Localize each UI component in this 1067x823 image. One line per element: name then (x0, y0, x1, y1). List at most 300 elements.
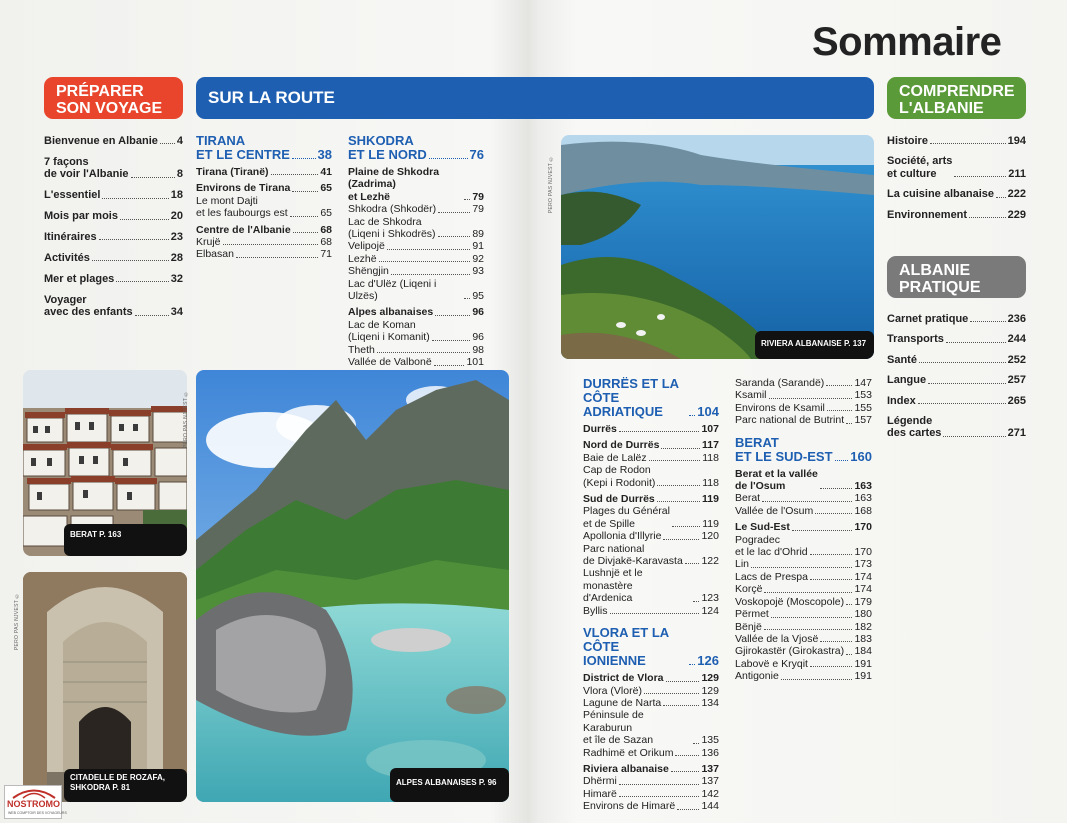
toc-entry-label: Langue (887, 374, 927, 387)
toc-entry-label: Itinéraires (44, 231, 97, 244)
toc-entry-page: 183 (854, 632, 872, 645)
toc-entry-page: 191 (854, 670, 872, 683)
leader-dots (764, 592, 852, 593)
toc-entry (887, 209, 1026, 221)
toc-entry (348, 240, 484, 252)
leader-dots (619, 796, 700, 797)
leader-dots (970, 321, 1005, 322)
toc-entry-label: Theth (348, 343, 375, 356)
toc-entry-page: 129 (701, 672, 719, 685)
toc-entry (735, 414, 872, 426)
leader-dots (827, 410, 853, 411)
toc-entry-label: District de Vlora (583, 672, 664, 685)
toc-entry-label: Environs de Ksamil (735, 401, 825, 414)
toc-entry (735, 389, 872, 401)
logo-icon (5, 787, 63, 799)
toc-entry (44, 231, 183, 243)
toc-entry (583, 505, 719, 530)
toc-entry-label: Himarë (583, 787, 617, 800)
toc-entry-page: 98 (472, 343, 484, 356)
tab-pratique (887, 256, 1026, 298)
toc-entry-page: 265 (1007, 394, 1026, 407)
berat-caption: BERAT P. 163 (64, 524, 187, 556)
toc-entry-page: 65 (320, 207, 332, 220)
toc-entry-page: 155 (854, 401, 872, 414)
toc-entry-label: Santé (887, 353, 917, 366)
logo-tagline: WEB COMPTOIR DES VOYAGEURS (8, 811, 67, 815)
leader-dots (810, 579, 853, 580)
toc-entry-page: 41 (320, 166, 332, 178)
toc-entry-page: 20 (170, 210, 183, 223)
leader-dots (160, 143, 175, 144)
toc-entry-label: Centre de l'Albanie (196, 223, 291, 236)
toc-entry-page: 174 (854, 583, 872, 596)
toc-entry (196, 248, 332, 260)
toc-entry (583, 605, 719, 617)
leader-dots (223, 244, 319, 245)
berat-heading (735, 436, 872, 464)
leader-dots (826, 385, 852, 386)
toc-entry-label: Lezhë (348, 252, 377, 265)
toc-entry (583, 423, 719, 435)
leader-dots (290, 216, 319, 217)
leader-dots (116, 281, 168, 282)
toc-entry-label: Lin (735, 558, 750, 571)
leader-dots (946, 342, 1006, 343)
toc-entry-label: Radhimë et Orikum (583, 746, 674, 759)
toc-entry (583, 439, 719, 451)
toc-entry (583, 697, 719, 709)
leader-dots (434, 365, 465, 366)
toc-entry-label: Histoire (887, 135, 928, 147)
toc-entry-label: Pogradec et le lac d'Ohrid (735, 533, 808, 559)
toc-entry-page: 129 (701, 684, 719, 697)
berat-photo (23, 370, 187, 556)
toc-entry-label: Nord de Durrës (583, 439, 660, 452)
preparer-list (44, 135, 183, 327)
toc-entry (348, 319, 484, 344)
toc-entry (583, 672, 719, 684)
leader-dots (391, 274, 470, 275)
leader-dots (846, 604, 852, 605)
leader-dots (438, 236, 471, 237)
saranda-entries (735, 377, 872, 427)
tab-pratique-label: ALBANIE PRATIQUE (899, 262, 981, 296)
toc-entry-page: 244 (1007, 333, 1026, 346)
toc-entry (196, 224, 332, 236)
toc-entry (735, 377, 872, 389)
toc-entry-page: 119 (702, 517, 719, 530)
toc-entry-page: 137 (701, 775, 719, 788)
toc-entry (583, 464, 719, 489)
toc-entry (735, 583, 872, 595)
rozafa-caption: CITADELLE DE ROZAFA, SHKODRA P. 81 (64, 769, 187, 802)
toc-entry-label: Velipojë (348, 240, 385, 253)
toc-entry-page: 184 (854, 645, 872, 658)
toc-entry-label: Baie de Lalëz (583, 451, 647, 464)
toc-entry-page: 28 (170, 251, 183, 264)
leader-dots (693, 601, 699, 602)
toc-entry-page: 252 (1007, 353, 1026, 366)
toc-entry-page: 222 (1007, 188, 1026, 201)
toc-entry-page: 101 (466, 356, 484, 369)
photo-credit-3: PERO PAS NJVEST © (548, 155, 554, 214)
toc-entry (887, 135, 1026, 147)
leader-dots (820, 641, 852, 642)
toc-entry-page: 236 (1007, 313, 1026, 325)
leader-dots (661, 448, 700, 449)
toc-entry (887, 188, 1026, 200)
toc-entry (583, 567, 719, 604)
toc-entry (348, 356, 484, 368)
toc-entry-page: 96 (472, 306, 484, 319)
toc-entry-page: 271 (1007, 427, 1026, 440)
shkodra-heading (348, 134, 484, 162)
shkodra-heading-page: 76 (469, 147, 484, 162)
toc-entry (735, 402, 872, 414)
toc-entry-label: Parc national de Butrint (735, 414, 845, 427)
toc-entry-page: 79 (472, 203, 484, 216)
toc-entry-page: 147 (854, 377, 872, 389)
toc-entry (735, 534, 872, 559)
toc-entry-label: Voyager avec des enfants (44, 293, 133, 319)
toc-entry-page: 79 (472, 190, 484, 203)
leader-dots (666, 681, 700, 682)
toc-entry (583, 530, 719, 542)
toc-entry (348, 306, 484, 318)
toc-entry-label: Légende des cartes (887, 415, 942, 440)
saranda-berat-section (735, 377, 872, 683)
leader-dots (377, 352, 470, 353)
tirana-heading-page: 38 (317, 147, 332, 162)
berat-entries (735, 468, 872, 683)
logo-name: NOSTROMO (7, 799, 60, 809)
leader-dots (969, 217, 1006, 218)
toc-entry-page: 229 (1007, 208, 1026, 221)
leader-dots (771, 617, 853, 618)
toc-entry-page: 179 (854, 595, 872, 608)
toc-entry-page: 137 (701, 762, 719, 775)
toc-entry-label: Mer et plages (44, 272, 115, 285)
toc-entry-page: 71 (320, 248, 332, 261)
leader-dots (663, 539, 699, 540)
leader-dots (810, 554, 853, 555)
leader-dots (751, 567, 852, 568)
toc-entry-page: 89 (472, 228, 484, 241)
leader-dots (657, 501, 700, 502)
toc-entry (196, 182, 332, 194)
toc-entry-label: Péninsule de Karaburun et île de Sazan (583, 709, 654, 747)
alpes-caption: ALPES ALBANAISES P. 96 (390, 768, 509, 802)
toc-entry-page: 117 (702, 439, 719, 452)
toc-entry (887, 374, 1026, 386)
leader-dots (432, 340, 471, 341)
toc-entry-label: Environs de Himarë (583, 800, 676, 813)
toc-entry-page: 65 (320, 182, 332, 195)
toc-entry (583, 800, 719, 812)
toc-entry-label: Vallée de Valbonë (348, 356, 432, 369)
photo-credit-1: PERO PAS NJVEST © (183, 390, 189, 449)
toc-entry (583, 747, 719, 759)
leader-dots (292, 191, 318, 192)
toc-entry (887, 354, 1026, 366)
toc-entry-label: Société, arts et culture (887, 155, 953, 180)
toc-entry (735, 645, 872, 657)
toc-entry (735, 670, 872, 682)
leader-dots (293, 232, 319, 233)
toc-entry-page: 119 (702, 493, 719, 506)
tirana-heading (196, 134, 332, 162)
toc-entry-page: 170 (854, 546, 872, 559)
durres-heading-page: 104 (697, 404, 719, 419)
toc-entry-page: 96 (472, 331, 484, 344)
leader-dots (846, 423, 852, 424)
toc-entry-page: 191 (854, 657, 872, 670)
toc-entry (348, 253, 484, 265)
leader-dots (271, 174, 319, 175)
leader-dots (99, 239, 169, 240)
toc-entry-label: 7 façons de voir l'Albanie (44, 155, 129, 181)
leader-dots (610, 613, 700, 614)
toc-entry-label: Dhërmi (583, 775, 617, 788)
toc-entry (44, 135, 183, 147)
toc-entry-label: Environs de Tirana (196, 182, 291, 195)
tab-sur-la-route (196, 77, 874, 119)
toc-entry-label: Antigonie (735, 670, 779, 683)
toc-entry-label: Shëngjin (348, 265, 389, 278)
toc-entry-page: 4 (176, 135, 183, 147)
leader-dots (671, 771, 700, 772)
rozafa-image (23, 572, 187, 802)
toc-entry-label: Lacs de Prespa (735, 570, 808, 583)
toc-entry (887, 415, 1026, 440)
leader-dots (918, 403, 1006, 404)
toc-entry-label: Cap de Rodon (Kepi i Rodonit) (583, 464, 656, 489)
vlora-heading-page: 126 (697, 653, 719, 669)
toc-entry (583, 452, 719, 464)
toc-entry-page: 211 (1008, 167, 1026, 180)
leader-dots (644, 693, 700, 694)
toc-entry (44, 252, 183, 264)
toc-entry (735, 468, 872, 493)
page-title: Sommaire (812, 20, 1002, 64)
leader-dots (663, 705, 699, 706)
toc-entry (887, 333, 1026, 345)
toc-entry-page: 135 (701, 734, 719, 747)
toc-entry (735, 505, 872, 517)
leader-dots (919, 362, 1006, 363)
toc-entry-label: Vallée de l'Osum (735, 504, 814, 517)
toc-entry-label: Lac d'Ulëz (Liqeni i Ulzës) (348, 277, 437, 303)
toc-entry-label: Carnet pratique (887, 313, 969, 325)
toc-entry-label: Elbasan (196, 248, 234, 261)
leader-dots (675, 755, 699, 756)
durres-entries (583, 423, 719, 617)
toc-entry-label: Le mont Dajti et les faubourgs est (196, 194, 288, 220)
toc-entry-label: Përmet (735, 608, 769, 621)
alpes-photo (196, 370, 509, 802)
leader-dots (619, 784, 700, 785)
toc-entry (196, 166, 332, 178)
toc-entry-label: Labovë e Kryqit (735, 657, 808, 670)
toc-entry-page: 257 (1007, 374, 1026, 387)
shkodra-heading-label: SHKODRA ET LE NORD (348, 133, 427, 162)
toc-entry-page: 91 (472, 240, 484, 253)
toc-entry-label: Vallée de la Vjosë (735, 632, 819, 645)
leader-dots (792, 530, 853, 531)
tirana-entries (196, 166, 332, 261)
leader-dots (815, 513, 852, 514)
toc-entry-page: 182 (854, 620, 872, 633)
toc-entry (348, 203, 484, 215)
toc-entry-label: Voskopojë (Moscopole) (735, 595, 845, 608)
leader-dots (930, 143, 1006, 144)
leader-dots (677, 809, 699, 810)
leader-dots (954, 176, 1006, 177)
leader-dots (438, 212, 470, 213)
leader-dots (769, 398, 853, 399)
leader-dots (619, 431, 700, 432)
berat-heading-page: 160 (850, 448, 872, 464)
toc-entry-label: Index (887, 394, 916, 407)
toc-entry (887, 395, 1026, 407)
toc-entry-page: 134 (701, 696, 719, 709)
toc-entry (348, 216, 484, 241)
toc-entry (583, 709, 719, 746)
riviera-caption: RIVIERA ALBANAISE P. 137 (755, 331, 874, 359)
toc-entry-page: 68 (320, 236, 332, 249)
leader-dots (672, 526, 700, 527)
leader-dots (846, 654, 852, 655)
toc-entry-label: Apollonia d'Illyrie (583, 530, 662, 543)
shkodra-entries (348, 166, 484, 381)
toc-entry-label: Vlora (Vlorë) (583, 684, 642, 697)
toc-entry-label: Lagune de Narta (583, 696, 662, 709)
toc-entry-label: Durrës (583, 423, 617, 435)
toc-entry-label: Sud de Durrës (583, 493, 655, 506)
tab-preparer (44, 77, 183, 119)
toc-entry (583, 543, 719, 568)
leader-dots (996, 197, 1006, 198)
toc-entry-page: 144 (701, 800, 719, 813)
shkodra-section (348, 134, 484, 381)
toc-entry-label: Lac de Shkodra (Liqeni i Shkodrës) (348, 215, 436, 241)
toc-entry-page: 93 (472, 265, 484, 278)
alpes-image (196, 370, 509, 802)
toc-entry-page: 18 (170, 189, 183, 202)
toc-entry (348, 344, 484, 356)
leader-dots (379, 261, 471, 262)
toc-entry (44, 189, 183, 201)
vlora-heading (583, 626, 719, 668)
leader-dots (92, 260, 169, 261)
toc-entry (583, 493, 719, 505)
leader-dots (820, 488, 853, 489)
photo-credit-2: PERO PAS NJVEST © (14, 592, 20, 651)
toc-entry-label: Environnement (887, 208, 968, 221)
toc-entry (348, 166, 484, 203)
toc-entry (887, 313, 1026, 325)
toc-entry-page: 174 (854, 570, 872, 583)
toc-entry-page: 163 (854, 492, 872, 505)
tirana-heading-label: TIRANA ET LE CENTRE (196, 133, 290, 162)
toc-entry-page: 163 (854, 480, 872, 493)
toc-entry-page: 142 (701, 787, 719, 800)
toc-entry-page: 173 (854, 558, 872, 571)
toc-entry-label: Shkodra (Shkodër) (348, 203, 437, 216)
toc-entry-label: Lushnjë et le monastère d'Ardenica (583, 567, 643, 605)
toc-entry-page: 8 (176, 168, 183, 181)
leader-dots (928, 383, 1006, 384)
toc-entry-label: La cuisine albanaise (887, 188, 994, 201)
leader-dots (649, 460, 701, 461)
toc-entry-label: Activités (44, 251, 90, 264)
toc-entry-label: Mois par mois (44, 210, 118, 223)
toc-entry-label: Le Sud-Est (735, 521, 790, 534)
toc-entry-label: Bienvenue en Albanie (44, 135, 158, 147)
toc-entry-page: 180 (854, 608, 872, 621)
tab-comprendre-label: COMPRENDRE L'ALBANIE (899, 83, 1015, 117)
toc-entry-label: Riviera albanaise (583, 762, 669, 775)
leader-dots (693, 743, 699, 744)
leader-dots (464, 298, 470, 299)
toc-entry-page: 168 (854, 504, 872, 517)
toc-entry-page: 124 (701, 604, 719, 617)
toc-entry (196, 236, 332, 248)
leader-dots (435, 315, 470, 316)
leader-dots (135, 315, 169, 316)
leader-dots (464, 199, 470, 200)
leader-dots (685, 563, 700, 564)
toc-entry (735, 596, 872, 608)
leader-dots (781, 679, 853, 680)
leader-dots (943, 436, 1005, 437)
vlora-entries (583, 672, 719, 812)
toc-entry-page: 118 (702, 476, 719, 489)
toc-entry (583, 763, 719, 775)
toc-entry-page: 123 (701, 592, 719, 605)
leader-dots (657, 485, 700, 486)
toc-entry-label: Plages du Général et de Spille (583, 505, 670, 530)
toc-entry (887, 155, 1026, 180)
toc-entry-label: Saranda (Sarandë) (735, 377, 825, 389)
durres-heading (583, 377, 719, 419)
toc-entry-page: 34 (170, 306, 183, 319)
rozafa-photo (23, 572, 187, 802)
toc-entry-page: 95 (472, 290, 484, 303)
toc-entry-page: 157 (854, 414, 872, 427)
toc-entry (44, 294, 183, 319)
toc-entry-label: Lac de Koman (Liqeni i Komanit) (348, 318, 430, 344)
leader-dots (102, 198, 168, 199)
toc-entry-label: Parc national de Divjakë-Karavasta (583, 542, 683, 568)
toc-entry-page: 122 (701, 555, 719, 568)
toc-entry (44, 156, 183, 181)
toc-entry (44, 273, 183, 285)
leader-dots (387, 249, 471, 250)
toc-entry (735, 621, 872, 633)
toc-entry-label: Krujë (196, 236, 221, 249)
toc-entry-page: 153 (854, 389, 872, 402)
toc-entry (44, 210, 183, 222)
toc-entry-page: 23 (170, 231, 183, 244)
leader-dots (810, 666, 853, 667)
toc-entry (735, 558, 872, 570)
toc-entry-page: 194 (1007, 135, 1026, 147)
toc-entry-label: L'essentiel (44, 189, 101, 202)
toc-entry (735, 633, 872, 645)
toc-entry-page: 136 (701, 746, 719, 759)
